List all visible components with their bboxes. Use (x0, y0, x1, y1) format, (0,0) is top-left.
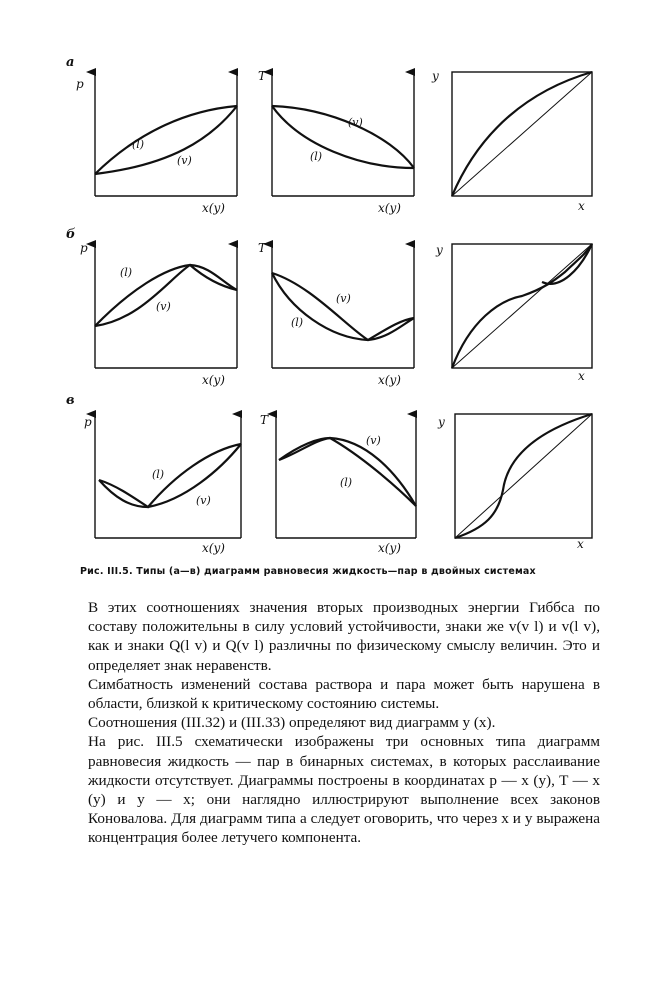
panel-c-px (95, 414, 241, 538)
vapor-curve (99, 444, 241, 507)
liquid-curve (95, 265, 237, 326)
axis-label-xy: x(y) (378, 541, 401, 555)
axis-label-xy: x(y) (202, 201, 225, 215)
axis-label-y: y (438, 415, 445, 429)
curve-label-v: (v) (336, 292, 351, 305)
paragraph: В этих соотношениях значения вторых производных энергии Гиббса по составу положительны в силу условий устойчивости, знаки же v(v l) и v(l v), как и знаки Q(l v) и Q(v l) различны по физическому смыслу величин. Это и определяет знак неравенств. (88, 599, 600, 674)
equilibrium-curve-b (542, 244, 592, 284)
curve-label-v: (v) (348, 116, 363, 129)
panel-c-yx (455, 414, 592, 538)
axis-label-T: T (258, 241, 267, 255)
axis-label-xy: x(y) (378, 201, 401, 215)
liquid-curve (272, 106, 414, 168)
curve-label-l: (l) (310, 150, 323, 163)
paragraph: На рис. III.5 схематически изображены три основных типа диаграмм равновесия жидкость — пар в бинарных системах, в которых расслаивание жидкости отсутствует. Диаграммы построены в координатах p — x (y), T — x (y) и y — x; они наглядно иллюстрируют выполнение всех законов Коновалова. Для диаграмм типа а следует оговорить, что через x и y выражена концентрация более летучего компонента. (88, 733, 600, 847)
vapor-curve (272, 273, 414, 340)
row-label-c: в (66, 393, 75, 408)
axis-label-x: x (577, 537, 584, 551)
axis-label-p: p (84, 415, 92, 429)
curve-label-v: (v) (366, 434, 381, 447)
curve-label-v: (v) (156, 300, 171, 313)
paragraph: Соотношения (III.32) и (III.33) определяют вид диаграмм y (x). (88, 714, 496, 732)
axis-label-T: T (260, 413, 269, 427)
figure-caption: Рис. III.5. Типы (а—в) диаграмм равновесия жидкость—пар в двойных системах (80, 566, 536, 577)
panel-a-tx (272, 72, 414, 196)
liquid-curve (95, 106, 237, 174)
curve-label-l: (l) (340, 476, 353, 489)
panel-b-yx (452, 244, 592, 368)
axis-label-x: x (578, 369, 585, 383)
axis-label-xy: x(y) (202, 541, 225, 555)
axis-label-y: y (432, 69, 439, 83)
row-label-b: б (66, 227, 76, 242)
axis-label-T: T (258, 69, 267, 83)
paragraph: Симбатность изменений состава раствора и пара может быть нарушена в области, близкой к критическому состоянию системы. (88, 675, 600, 713)
curve-label-l: (l) (120, 266, 133, 279)
vapor-curve (95, 106, 237, 174)
axis-label-xy: x(y) (202, 373, 225, 387)
vapor-curve (272, 106, 414, 168)
body-text (88, 598, 600, 848)
curve-label-l: (l) (132, 138, 145, 151)
curve-label-v: (v) (177, 154, 192, 167)
axis-label-x: x (578, 199, 585, 213)
axis-label-xy: x(y) (378, 373, 401, 387)
axis-label-y: y (436, 243, 443, 257)
panel-a-yx (452, 72, 592, 196)
curve-label-v: (v) (196, 494, 211, 507)
curve-label-l: (l) (291, 316, 304, 329)
curve-label-l: (l) (152, 468, 165, 481)
panel-a-px (95, 72, 237, 196)
row-label-a: а (66, 55, 75, 70)
panel-b-tx (272, 244, 414, 368)
axis-label-p: p (76, 77, 84, 91)
axis-label-p: p (80, 241, 88, 255)
